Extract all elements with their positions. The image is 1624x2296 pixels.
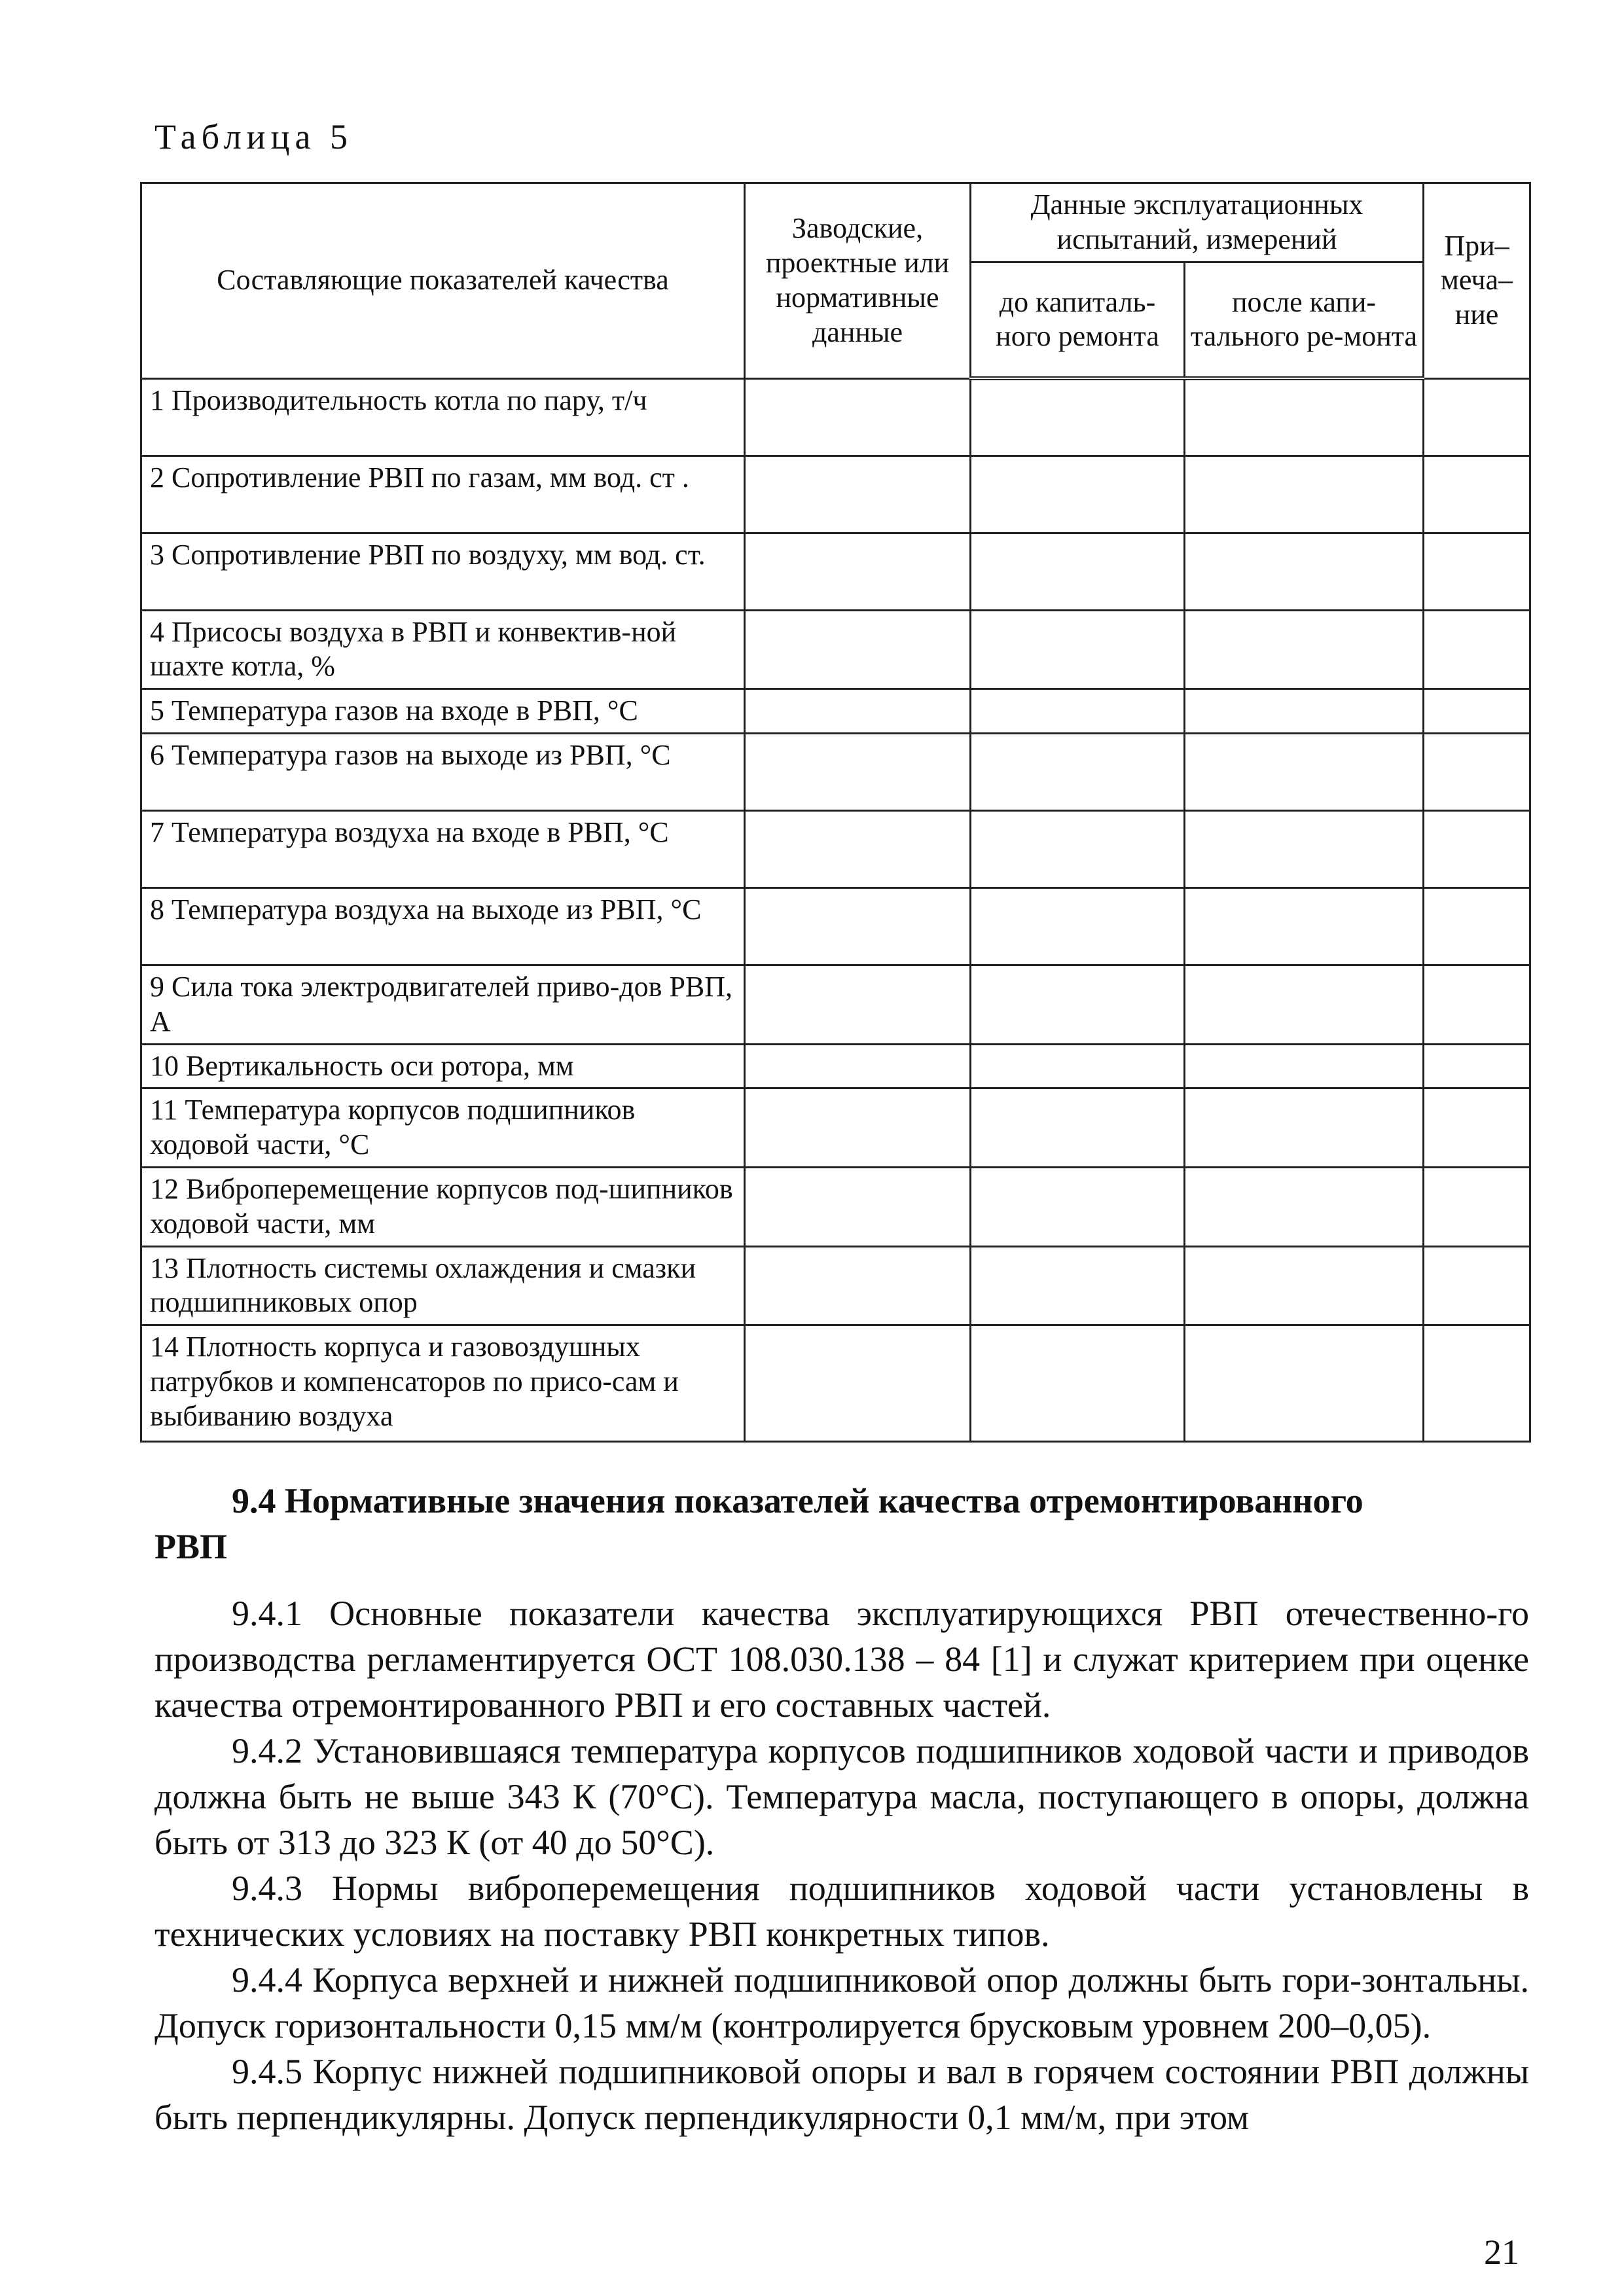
cell-after <box>1185 965 1424 1044</box>
row-label: 4 Присосы воздуха в РВП и конвектив-ной шахте котла, % <box>141 610 745 689</box>
row-label: 13 Плотность системы охлаждения и смазки подшипниковых опор <box>141 1246 745 1325</box>
cell-notes <box>1424 378 1530 456</box>
paragraph-9-4-5: 9.4.5 Корпус нижней подшипниковой опоры и вал в горячем состоянии РВП должны быть перпендикулярны. Допуск перпендикулярности 0,1 мм/м, при этом <box>154 2052 1529 2137</box>
cell-factory <box>745 1246 971 1325</box>
paragraph-9-4-1: 9.4.1 Основные показатели качества эксплуатирующихся РВП отечественно-го производства регламентируется ОСТ 108.030.138 – 84 [1] и служат критерием при оценке качества отремонтированного РВП и его составных частей. <box>154 1594 1529 1725</box>
table-row <box>141 1167 1530 1246</box>
row-label: 1 Производительность котла по пару, т/ч <box>141 378 745 456</box>
table-row <box>141 456 1530 533</box>
cell-after <box>1185 378 1424 456</box>
cell-factory <box>745 378 971 456</box>
table-row <box>141 1325 1530 1442</box>
cell-notes <box>1424 888 1530 965</box>
cell-notes <box>1424 610 1530 689</box>
cell-factory <box>745 1167 971 1246</box>
cell-after <box>1185 1167 1424 1246</box>
row-label: 12 Виброперемещение корпусов под-шипников ходовой части, мм <box>141 1167 745 1246</box>
cell-notes <box>1424 1088 1530 1168</box>
cell-after <box>1185 1044 1424 1088</box>
row-label: 11 Температура корпусов подшипников ходовой части, °С <box>141 1088 745 1168</box>
cell-before <box>971 689 1185 734</box>
body-text <box>154 1590 1529 2140</box>
cell-factory <box>745 533 971 610</box>
cell-after <box>1185 1088 1424 1168</box>
cell-before <box>971 1167 1185 1246</box>
section-heading <box>154 1478 1529 1570</box>
cell-notes <box>1424 689 1530 734</box>
cell-after <box>1185 1325 1424 1442</box>
cell-before <box>971 810 1185 888</box>
cell-notes <box>1424 810 1530 888</box>
cell-notes <box>1424 456 1530 533</box>
cell-before <box>971 610 1185 689</box>
cell-notes <box>1424 1167 1530 1246</box>
row-label: 5 Температура газов на входе в РВП, °С <box>141 689 745 734</box>
cell-after <box>1185 810 1424 888</box>
cell-before <box>971 1088 1185 1168</box>
cell-factory <box>745 456 971 533</box>
cell-factory <box>745 1325 971 1442</box>
header-components: Составляющие показателей качества <box>141 183 745 379</box>
table-body <box>141 378 1530 1442</box>
cell-before <box>971 1325 1185 1442</box>
cell-before <box>971 1044 1185 1088</box>
cell-before <box>971 965 1185 1044</box>
table-caption: Таблица 5 <box>154 117 353 156</box>
table-row <box>141 378 1530 456</box>
section-heading-text: 9.4 Нормативные значения показателей качества отремонтированного <box>232 1481 1363 1520</box>
cell-after <box>1185 733 1424 810</box>
row-label: 10 Вертикальность оси ротора, мм <box>141 1044 745 1088</box>
section-heading-line-1 <box>154 1478 1529 1524</box>
cell-after <box>1185 1246 1424 1325</box>
cell-before <box>971 733 1185 810</box>
table-row <box>141 1044 1530 1088</box>
table-row <box>141 810 1530 888</box>
table-row <box>141 1088 1530 1168</box>
paragraph-9-4-3: 9.4.3 Нормы виброперемещения подшипников ходовой части установлены в технических условиях на поставку РВП конкретных типов. <box>154 1869 1529 1954</box>
cell-before <box>971 888 1185 965</box>
cell-before <box>971 533 1185 610</box>
cell-notes <box>1424 733 1530 810</box>
row-label: 2 Сопротивление РВП по газам, мм вод. ст . <box>141 456 745 533</box>
cell-factory <box>745 689 971 734</box>
section-heading-line-2: РВП <box>154 1527 228 1567</box>
paragraph-9-4-2: 9.4.2 Установившаяся температура корпусов подшипников ходовой части и приводов должна быть не выше 343 К (70°С). Температура масла, поступающего в опоры, должна быть от 313 до 323 К (от 40 до 50°С). <box>154 1731 1529 1862</box>
row-label: 9 Сила тока электродвигателей приво-дов РВП, А <box>141 965 745 1044</box>
table-row <box>141 610 1530 689</box>
cell-factory <box>745 1088 971 1168</box>
table-row <box>141 733 1530 810</box>
cell-notes <box>1424 533 1530 610</box>
table-row <box>141 533 1530 610</box>
cell-notes <box>1424 1246 1530 1325</box>
row-label: 14 Плотность корпуса и газовоздушных патрубков и компенсаторов по присо-сам и выбиванию воздуха <box>141 1325 745 1442</box>
header-factory-data: Заводские, проектные или нормативные данные <box>745 183 971 379</box>
paragraph-9-4-4: 9.4.4 Корпуса верхней и нижней подшипниковой опор должны быть гори-зонтальны. Допуск горизонтальности 0,15 мм/м (контролируется брусковым уровнем 200–0,05). <box>154 1960 1529 2045</box>
cell-factory <box>745 1044 971 1088</box>
cell-notes <box>1424 1044 1530 1088</box>
cell-after <box>1185 610 1424 689</box>
cell-after <box>1185 888 1424 965</box>
cell-factory <box>745 888 971 965</box>
cell-before <box>971 378 1185 456</box>
table-row <box>141 888 1530 965</box>
table-row <box>141 1246 1530 1325</box>
header-before-repair: до капиталь-ного ремонта <box>971 262 1185 378</box>
cell-factory <box>745 733 971 810</box>
cell-after <box>1185 533 1424 610</box>
cell-after <box>1185 689 1424 734</box>
header-after-repair: после капи-тального ре-монта <box>1185 262 1424 378</box>
cell-factory <box>745 610 971 689</box>
cell-after <box>1185 456 1424 533</box>
cell-notes <box>1424 965 1530 1044</box>
row-label: 8 Температура воздуха на выходе из РВП, °С <box>141 888 745 965</box>
cell-factory <box>745 965 971 1044</box>
page-number: 21 <box>1484 2233 1519 2272</box>
row-label: 6 Температура газов на выходе из РВП, °С <box>141 733 745 810</box>
table-row <box>141 965 1530 1044</box>
cell-before <box>971 456 1185 533</box>
quality-indicators-table <box>140 182 1531 1443</box>
row-label: 3 Сопротивление РВП по воздуху, мм вод. ст. <box>141 533 745 610</box>
cell-notes <box>1424 1325 1530 1442</box>
cell-factory <box>745 810 971 888</box>
row-label: 7 Температура воздуха на входе в РВП, °С <box>141 810 745 888</box>
table-row <box>141 689 1530 734</box>
header-operational-tests: Данные эксплуатационных испытаний, измерений <box>971 183 1424 262</box>
header-notes: При–меча–ние <box>1424 183 1530 379</box>
cell-before <box>971 1246 1185 1325</box>
